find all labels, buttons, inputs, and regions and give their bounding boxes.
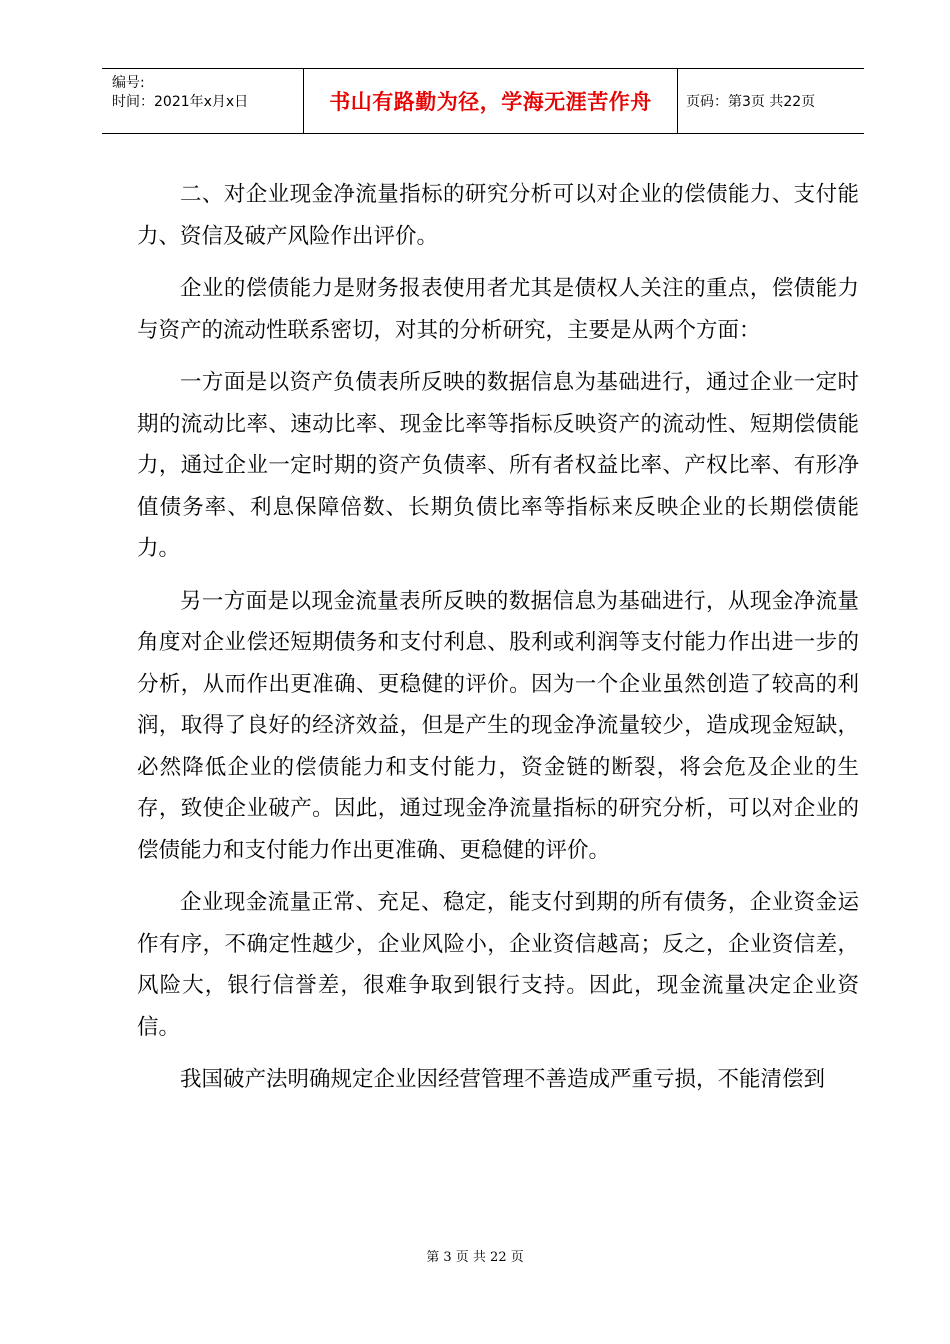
document-number-label: 编号:: [112, 75, 145, 91]
paragraph: 另一方面是以现金流量表所反映的数据信息为基础进行，从现金净流量角度对企业偿还短期债务和支付利息、股利或利润等支付能力作出进一步的分析，从而作出更准确、更稳健的评价。因为一个企业虽然创造了较高的利润，取得了良好的经济效益，但是产生的现金净流量较少，造成现金短缺，必然降低企业的偿债能力和支付能力，资金链的断裂，将会危及企业的生存，致使企业破产。因此，通过现金净流量指标的研究分析，可以对企业的偿债能力和支付能力作出更准确、更稳健的评价。: [137, 588, 859, 863]
header-page-cell: [678, 69, 864, 133]
document-body: [137, 174, 859, 1112]
header-motto-cell: [304, 69, 678, 133]
page-code-label: 页码：第3页 共22页: [686, 94, 816, 110]
document-time-label: 时间：2021年x月x日: [112, 94, 249, 110]
footer-page-number: 第 3 页 共 22 页: [426, 1250, 524, 1265]
paragraph: 企业的偿债能力是财务报表使用者尤其是债权人关注的重点，偿债能力与资产的流动性联系密切，对其的分析研究，主要是从两个方面：: [137, 276, 859, 343]
paragraph: 一方面是以资产负债表所反映的数据信息为基础进行，通过企业一定时期的流动比率、速动比率、现金比率等指标反映资产的流动性、短期偿债能力，通过企业一定时期的资产负债率、所有者权益比率、产权比率、有形净值债务率、利息保障倍数、长期负债比率等指标来反映企业的长期偿债能力。: [137, 370, 859, 561]
motto-text: 书山有路勤为径，学海无涯苦作舟: [329, 90, 652, 114]
paragraph: 企业现金流量正常、充足、稳定，能支付到期的所有债务，企业资金运作有序，不确定性越少，企业风险小，企业资信越高；反之，企业资信差，风险大，银行信誉差，很难争取到银行支持。因此，现金流量决定企业资信。: [137, 890, 859, 1040]
paragraph: 我国破产法明确规定企业因经营管理不善造成严重亏损，不能清偿到: [180, 1067, 826, 1092]
paragraph: 二、对企业现金净流量指标的研究分析可以对企业的偿债能力、支付能力、资信及破产风险作出评价。: [137, 182, 859, 249]
document-header: [102, 68, 864, 134]
page-footer: [0, 1246, 950, 1265]
header-meta-cell: [102, 69, 304, 133]
